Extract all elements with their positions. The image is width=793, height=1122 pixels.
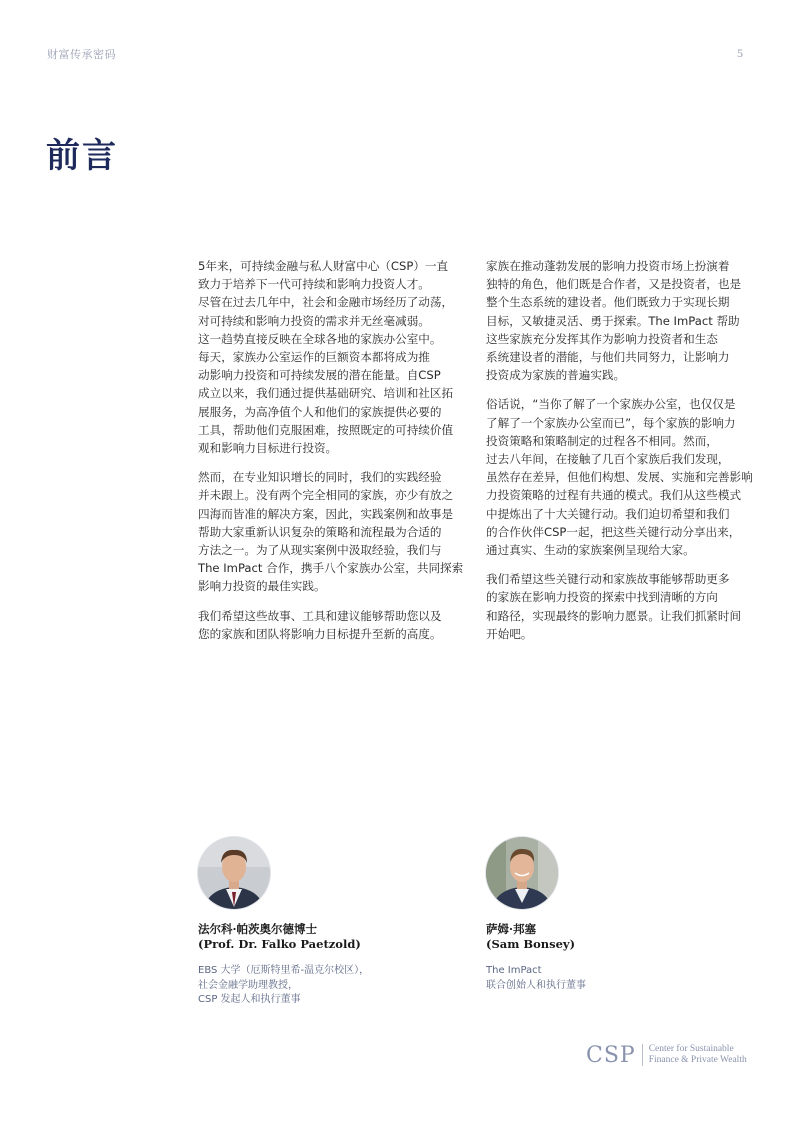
paragraph-gap [198, 457, 460, 468]
author-card-bonsey [486, 837, 716, 993]
text-line: 然而，在专业知识增长的同时，我们的实践经验 [198, 470, 442, 485]
text-line: 动影响力投资和可持续发展的潜在能量。自CSP [198, 368, 441, 383]
author-name-en: (Prof. Dr. Falko Paetzold) [198, 937, 361, 951]
text-line: 虽然存在差异，但他们构想、发展、实施和完善影响 [486, 470, 753, 485]
text-line: 对可持续和影响力投资的需求并无丝毫减弱。 [198, 313, 430, 328]
page-number: 5 [737, 46, 743, 60]
text-line: 并未跟上。没有两个完全相同的家族，亦少有放之 [198, 488, 454, 503]
text-line: 和路径，实现最终的影响力愿景。让我们抓紧时间 [486, 608, 742, 623]
role-line: The ImPact [486, 965, 542, 976]
author-role [486, 964, 716, 993]
text-line: 我们希望这些故事、工具和建议能够帮助您以及 [198, 608, 442, 623]
right-paragraph-3 [486, 570, 748, 643]
avatar-photo [486, 837, 558, 909]
text-line: 工具，帮助他们克服困难，按照既定的可持续价值 [198, 422, 454, 437]
author-card-paetzold [198, 837, 428, 1008]
text-line: 过去八年间，在接触了几百个家族后我们发现， [486, 452, 730, 467]
text-line: 投资成为家族的普遍实践。 [486, 368, 626, 383]
role-line: EBS 大学（厄斯特里希-温克尔校区）， [198, 965, 370, 976]
avatar-photo [198, 837, 270, 909]
logo-mark: CSP [586, 1042, 636, 1068]
text-line: 四海而皆准的解决方案，因此，实践案例和故事是 [198, 506, 454, 521]
text-line: 的家族在影响力投资的探索中找到清晰的方向 [486, 590, 718, 605]
text-line: 展服务，为高净值个人和他们的家族提供必要的 [198, 404, 442, 419]
text-line: 的合作伙伴CSP一起，把这些关键行动分享出来， [486, 524, 741, 539]
text-line: 成立以来，我们通过提供基础研究、培训和社区拓 [198, 386, 454, 401]
logo-text [649, 1044, 747, 1066]
text-line: 投资策略和策略制定的过程各不相同。然而， [486, 433, 718, 448]
text-line: 影响力投资的最佳实践。 [198, 579, 326, 594]
text-line: 目标，又敏捷灵活、勇于探索。The ImPact 帮助 [486, 313, 740, 328]
text-line: 俗话说，“当你了解了一个家族办公室，也仅仅是 [486, 397, 736, 412]
paragraph-gap [198, 596, 460, 607]
text-line: 每天，家族办公室运作的巨额资本都将成为推 [198, 350, 430, 365]
text-line: 力投资策略的过程有共通的模式。我们从这些模式 [486, 488, 742, 503]
text-line: 致力于培养下一代可持续和影响力投资人才。 [198, 277, 430, 292]
text-line: 开始吧。 [486, 626, 533, 641]
text-line: 帮助大家重新认识复杂的策略和流程最为合适的 [198, 524, 442, 539]
running-head: 财富传承密码 [47, 48, 116, 61]
right-column [486, 257, 753, 643]
text-line: 方法之一。为了从现实案例中汲取经验，我们与 [198, 543, 442, 558]
text-line: 了解了一个家族办公室而已”，每个家族的影响力 [486, 415, 736, 430]
text-line: 我们希望这些关键行动和家族故事能够帮助更多 [486, 572, 730, 587]
page-title: 前言 [46, 136, 118, 176]
paragraph-gap [486, 384, 748, 395]
author-name-cn: 法尔科·帕茨奥尔德博士 [198, 922, 318, 936]
text-line: 整个生态系统的建设者。他们既致力于实现长期 [486, 295, 730, 310]
left-column [198, 257, 464, 643]
author-role [198, 964, 428, 1008]
logo-divider [642, 1044, 643, 1066]
text-line: 这一趋势直接反映在全球各地的家族办公室中。 [198, 331, 442, 346]
role-line: 联合创始人和执行董事 [486, 979, 586, 991]
text-line: 这些家族充分发挥其作为影响力投资者和生态 [486, 331, 718, 346]
text-line: 5年来，可持续金融与私人财富中心（CSP）一直 [198, 259, 449, 273]
right-paragraph-1 [486, 257, 748, 384]
left-paragraph-1 [198, 257, 460, 457]
text-line: 独特的角色，他们既是合作者，又是投资者，也是 [486, 277, 742, 292]
logo-line: Finance & Private Wealth [648, 1055, 747, 1065]
csp-logo [586, 1042, 747, 1068]
logo-line: Center for Sustainable [648, 1044, 734, 1054]
portrait-illustration [486, 837, 558, 909]
role-line: 社会金融学助理教授， [198, 979, 298, 991]
author-name [198, 922, 428, 952]
text-line: 尽管在过去几年中，社会和金融市场经历了动荡， [198, 295, 454, 310]
text-line: 家族在推动蓬勃发展的影响力投资市场上扮演着 [486, 259, 730, 273]
right-paragraph-2 [486, 395, 753, 559]
text-line: 观和影响力目标进行投资。 [198, 441, 338, 456]
left-paragraph-2 [198, 468, 464, 595]
author-name-cn: 萨姆·邦塞 [486, 922, 537, 936]
portrait-illustration [198, 837, 270, 909]
left-paragraph-3 [198, 607, 460, 643]
text-line: The ImPact 合作，携手八个家族办公室，共同探索 [198, 561, 464, 576]
text-line: 您的家族和团队将影响力目标提升至新的高度。 [198, 626, 442, 641]
author-name-en: (Sam Bonsey) [486, 937, 576, 951]
text-line: 中提炼出了十大关键行动。我们迫切希望和我们 [486, 506, 730, 521]
paragraph-gap [486, 559, 748, 570]
text-line: 系统建设者的潜能，与他们共同努力，让影响力 [486, 350, 730, 365]
author-name [486, 922, 716, 952]
role-line: CSP 发起人和执行董事 [198, 994, 301, 1005]
text-line: 通过真实、生动的家族案例呈现给大家。 [486, 543, 695, 558]
